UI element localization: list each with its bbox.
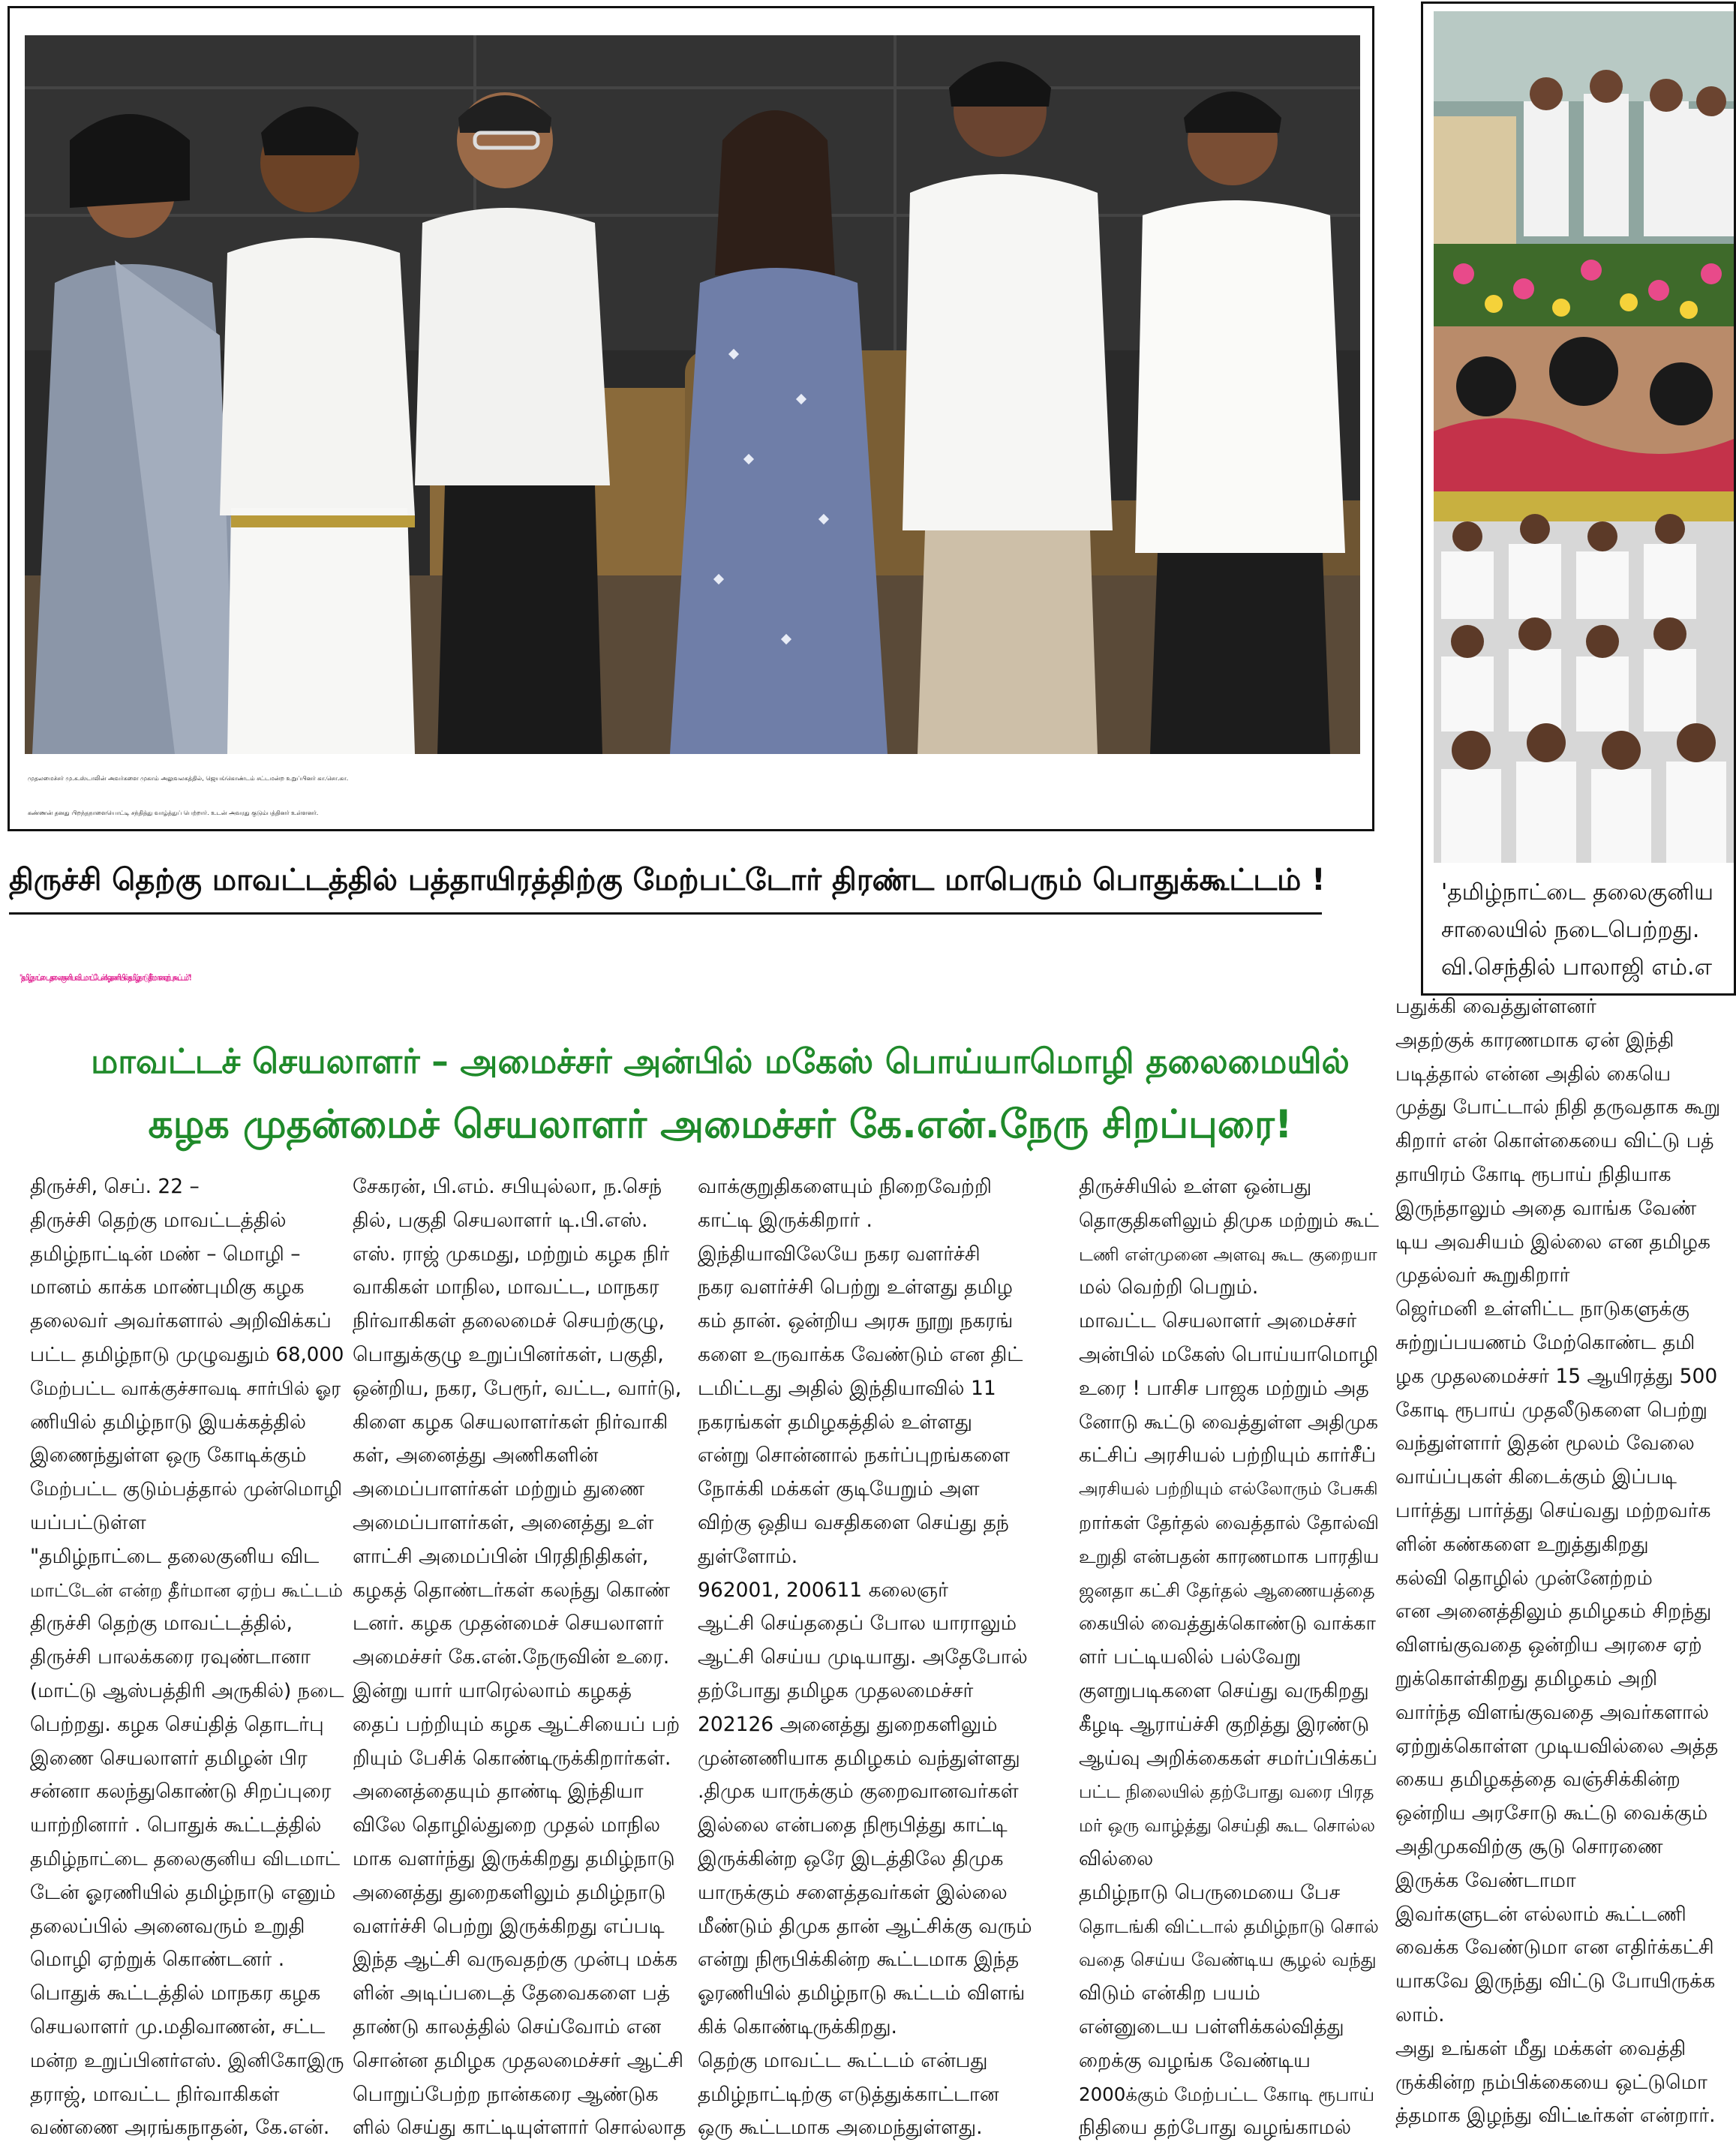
article-text-line: ஜனதா கட்சி தேர்தல் ஆணையத்தை — [1079, 1579, 1375, 1601]
article-text-line: றைக்கு வழங்க வேண்டிய — [1079, 2048, 1311, 2072]
article-text-line: ஓரணியில் தமிழ்நாடு கூட்டம் விளங் — [698, 1981, 1026, 2005]
article-text-line: லாம். — [1395, 2002, 1445, 2026]
article-text-line: வாய்ப்புகள் கிடைக்கும் இப்படி — [1395, 1465, 1677, 1489]
article-text-line: மாட்டேன் என்ற தீர்மான ஏற்ப கூட்டம் — [30, 1579, 343, 1601]
article-text-line: மேற்பட்ட வாக்குச்சாவடி சார்பில் ஓர — [30, 1377, 341, 1399]
photo-caption-line-2: கண்ணன் தனது பிறந்தநாளையொட்டி சந்தித்து வாழ்த்துப் பெற்றார். உடன் அவரது குடும்பத்தினர் உள்ளனர். — [28, 810, 319, 816]
article-text-line: தலைவர் அவர்களால் அறிவிக்கப் — [30, 1309, 332, 1333]
article-text-line: தாண்டு காலத்தில் செய்வோம் என — [353, 2014, 662, 2038]
article-text-line: திருச்சி தெற்கு மாவட்டத்தில் — [30, 1208, 287, 1232]
article-text-line: யாகவே இருந்து விட்டு போயிருக்க — [1395, 1969, 1716, 1993]
main-photo — [25, 35, 1360, 754]
article-text-line: அனைத்து துறைகளிலும் தமிழ்நாடு — [353, 1880, 666, 1904]
article-text-line: ஆய்வு அறிக்கைகள் சமர்ப்பிக்கப் — [1079, 1746, 1377, 1770]
article-text-line: அமைச்சர் கே.என்.நேருவின் உரை. — [353, 1645, 670, 1669]
kicker-underline — [9, 912, 1322, 915]
article-text-line: பொறுப்பேற்ற நான்கரை ஆண்டுக — [353, 2082, 659, 2106]
article-text-line: சொன்ன தமிழக முதலமைச்சர் ஆட்சி — [353, 2048, 684, 2072]
article-text-line: சுற்றுப்பயணம் மேற்கொண்ட தமி — [1395, 1330, 1695, 1354]
article-text-line: திருச்சி, செப். 22 – — [30, 1175, 200, 1198]
article-text-line: பொதுக்குழு உறுப்பினர்கள், பகுதி, — [353, 1342, 664, 1366]
side-photo — [1434, 11, 1734, 863]
article-text-line: கைய தமிழகத்தை வஞ்சிக்கின்ற — [1395, 1768, 1680, 1792]
article-text-line: னோடு கூட்டு வைத்துள்ள அதிமுக — [1079, 1410, 1378, 1434]
article-text-line: நிர்வாகிகள் தலைமைச் செயற்குழு, — [353, 1309, 665, 1333]
article-text-line: அமைப்பாளர்கள், அனைத்து உள் — [353, 1510, 654, 1534]
article-text-line: விற்கு ஒதிய வசதிகளை செய்து தந் — [698, 1510, 1009, 1534]
article-text-line: மீண்டும் திமுக தான் ஆட்சிக்கு வரும் — [698, 1914, 1032, 1938]
group-photo-illustration — [25, 35, 1360, 754]
main-photo-frame — [8, 6, 1374, 831]
article-text-line: மர் ஒரு வாழ்த்து செய்தி கூட சொல்ல — [1079, 1815, 1375, 1837]
article-text-line: ஏற்றுக்கொள்ள முடியவில்லை அத்த — [1395, 1734, 1719, 1758]
article-text-line: கிக் கொண்டிருக்கிறது. — [698, 2014, 897, 2038]
article-text-line: ளின் அடிப்படைத் தேவைகளை பத் — [353, 1981, 671, 2005]
article-text-line: அது உங்கள் மீது மக்கள் வைத்தி — [1395, 2036, 1686, 2060]
article-text-line: வைக்க வேண்டுமா என எதிர்க்கட்சி — [1395, 1936, 1714, 1960]
article-text-line: என அனைத்திலும் தமிழகம் சிறந்து — [1395, 1600, 1712, 1624]
article-text-line: விளங்குவதை ஒன்றிய அரசை ஏற் — [1395, 1633, 1702, 1657]
article-text-line: அனைத்தையும் தாண்டி இந்தியா — [353, 1780, 644, 1804]
article-text-line: வில்லை — [1079, 1846, 1154, 1870]
article-text-line: தொகுதிகளிலும் திமுக மற்றும் கூட் — [1079, 1209, 1379, 1232]
article-text-line: 202126 அனைத்து துறைகளிலும் — [698, 1712, 998, 1736]
article-text-line: வளர்ச்சி பெற்று இருக்கிறது எப்படி — [353, 1914, 665, 1938]
article-text-line: கல்வி தொழில் முன்னேற்றம் — [1395, 1566, 1653, 1590]
article-text-line: மொழி ஏற்றுக் கொண்டனர் . — [30, 1948, 285, 1972]
article-text-line: கிறார் என் கொள்கையை விட்டு பத் — [1395, 1129, 1714, 1153]
article-text-line: றியும் பேசிக் கொண்டிருக்கிறார்கள். — [353, 1746, 671, 1770]
article-text-line: "தமிழ்நாட்டை தலைகுனிய விட — [30, 1544, 320, 1568]
article-text-line: என்று சொன்னால் நகர்ப்புறங்களை — [698, 1444, 1011, 1468]
article-text-line: ளர் பட்டியலில் பல்வேறு — [1079, 1645, 1302, 1669]
article-text-line: வார்ந்த விளங்குவதை அவர்களால் — [1395, 1700, 1709, 1724]
article-text-line: கள், அனைத்து அணிகளின் — [353, 1444, 599, 1468]
article-text-line: இணைந்துள்ள ஒரு கோடிக்கும் — [30, 1444, 307, 1468]
article-text-line: விடும் என்கிற பயம் — [1079, 1981, 1260, 2005]
article-text-line: தமிழ்நாட்டை தலைகுனிய விடமாட் — [30, 1847, 341, 1870]
article-text-line: விலே தொழில்துறை முதல் மாநில — [353, 1813, 660, 1837]
article-subhead-1: மாவட்டச் செயலாளர் – அமைச்சர் அன்பில் மகேஸ் பொய்யாமொழி தலைமையில் — [91, 1041, 1350, 1081]
article-text-line: தெற்கு மாவட்ட கூட்டம் என்பது — [698, 2048, 988, 2072]
side-caption-line-3: வி.செந்தில் பாலாஜி எம்.எ — [1441, 954, 1712, 981]
article-text-line: தமிழ்நாட்டின் மண் – மொழி – — [30, 1242, 301, 1266]
article-text-line: துள்ளோம். — [698, 1544, 798, 1568]
article-text-line: நகரங்கள் தமிழகத்தில் உள்ளது — [698, 1410, 973, 1434]
article-text-line: ஆட்சி செய்ததைப் போல யாராலும் — [698, 1612, 1017, 1636]
article-text-line: ஒரு கூட்டமாக அமைந்துள்ளது. — [698, 2116, 983, 2140]
article-text-line: ஒன்றிய அரசோடு கூட்டு வைக்கும் — [1395, 1801, 1708, 1825]
article-text-line: பட்ட தமிழ்நாடு முழுவதும் 68,000 — [30, 1343, 344, 1366]
article-text-line: அதிமுகவிற்கு சூடு சொரணை — [1395, 1834, 1663, 1858]
article-text-line: பதுக்கி வைத்துள்ளனர் — [1395, 995, 1596, 1018]
article-text-line: த்தமாக இழந்து விட்டீர்கள் என்றார். — [1395, 2104, 1716, 2128]
article-kicker: திருச்சி தெற்கு மாவட்டத்தில் பத்தாயிரத்திற்கு மேற்பட்டோர் திரண்ட மாபெரும் பொதுக்கூட்டம் ! — [9, 863, 1326, 897]
article-text-line: முன்னணியாக தமிழகம் வந்துள்ளது — [698, 1746, 1020, 1770]
article-text-line: பெற்றது. கழக செய்தித் தொடர்பு — [30, 1712, 324, 1736]
article-text-line: இன்று யார் யாரெல்லாம் கழகத் — [353, 1678, 632, 1702]
article-column-5 — [1395, 990, 1725, 2133]
article-text-line: செயலாளர் மு.மதிவாணன், சட்ட — [30, 2014, 326, 2038]
article-text-line: தமிழ்நாடு பெருமையை பேச — [1079, 1880, 1341, 1904]
article-text-line: தைப் பற்றியும் கழக ஆட்சியைப் பற் — [353, 1712, 680, 1736]
article-text-line: எஸ். ராஜ் முகமது, மற்றும் கழக நிர் — [353, 1242, 670, 1266]
article-text-line: (மாட்டு ஆஸ்பத்திரி அருகில்) நடை — [30, 1679, 344, 1702]
article-text-line: இருக்க வேண்டாமா — [1395, 1868, 1576, 1892]
article-text-line: நகர வளர்ச்சி பெற்று உள்ளது தமிழ — [698, 1275, 1013, 1299]
article-text-line: வாக்குறுதிகளையும் நிறைவேற்றி — [698, 1175, 992, 1198]
article-text-line: யாற்றினார் . பொதுக் கூட்டத்தில் — [30, 1813, 322, 1837]
article-text-line: டணி எள்முனை அளவு கூட குறையா — [1079, 1243, 1377, 1265]
article-text-line: 962001, 200611 கலைஞர் — [698, 1578, 948, 1602]
article-text-line: இருக்கின்ற ஒரே இடத்திலே திமுக — [698, 1846, 1004, 1870]
article-text-line: முதல்வர் கூறுகிறார் — [1395, 1263, 1570, 1287]
article-text-line: ஆட்சி செய்ய முடியாது. அதேபோல் — [698, 1645, 1028, 1669]
article-column-2 — [353, 1170, 690, 2145]
article-text-line: டனர். கழக முதன்மைச் செயலாளர் — [353, 1612, 664, 1636]
article-text-line: கீழடி ஆராய்ச்சி குறித்து இரண்டு — [1079, 1712, 1370, 1736]
article-text-line: வதை செய்ய வேண்டிய சூழல் வந்து — [1079, 1949, 1377, 1971]
article-text-line: தமிழ்நாட்டிற்கு எடுத்துக்காட்டான — [698, 2082, 999, 2106]
article-text-line: ளின் கண்களை உறுத்துகிறது — [1395, 1532, 1649, 1556]
article-text-line: உறுதி என்பதன் காரணமாக பாரதிய — [1079, 1545, 1380, 1567]
article-text-line: ளில் செய்து காட்டியுள்ளார் சொல்லாத — [353, 2116, 686, 2140]
article-text-line: கையில் வைத்துக்கொண்டு வாக்கா — [1079, 1612, 1376, 1636]
article-text-line: ஜெர்மனி உள்ளிட்ட நாடுகளுக்கு — [1395, 1297, 1689, 1321]
article-text-line: ளாட்சி அமைப்பின் பிரதிநிதிகள், — [353, 1544, 649, 1568]
article-text-line: உரை ! பாசிச பாஜக மற்றும் அத — [1079, 1376, 1369, 1400]
article-text-line: ருக்கின்ற நம்பிக்கையை ஒட்டுமொ — [1395, 2070, 1707, 2094]
article-text-line: சேகரன், பி.எம். சபியுல்லா, ந.செந் — [353, 1175, 662, 1198]
article-text-line: மல் வெற்றி பெறும். — [1079, 1275, 1259, 1299]
side-photo-frame — [1421, 2, 1736, 996]
article-text-line: தராஜ், மாவட்ட நிர்வாகிகள் — [30, 2082, 280, 2106]
article-text-line: கட்சிப் அரசியல் பற்றியும் கார்சீப் — [1079, 1444, 1377, 1468]
article-text-line: டேன் ஓரணியில் தமிழ்நாடு எனும் — [30, 1880, 336, 1904]
article-text-line: அரசியல் பற்றியும் எல்லோரும் பேசுகி — [1079, 1480, 1378, 1500]
article-text-line: மேற்பட்ட குடும்பத்தால் முன்மொழி — [30, 1478, 343, 1501]
article-text-line: மாவட்ட செயலாளர் அமைச்சர் — [1079, 1309, 1357, 1333]
article-column-3 — [698, 1170, 1035, 2145]
article-text-line: அதற்குக் காரணமாக ஏன் இந்தி — [1395, 1028, 1674, 1052]
side-caption-line-1: 'தமிழ்நாட்டை தலைகுனிய — [1441, 879, 1713, 906]
article-text-line: காட்டி இருக்கிறார் . — [698, 1208, 873, 1232]
article-column-1 — [30, 1170, 345, 2145]
article-text-line: .திமுக யாருக்கும் குறைவானவர்கள் — [698, 1780, 1019, 1804]
article-text-line: வாகிகள் மாநில, மாவட்ட, மாநகர — [353, 1275, 659, 1299]
article-text-line: இந்தியாவிலேயே நகர வளர்ச்சி — [698, 1242, 981, 1266]
article-text-line: யாருக்கும் சளைத்தவர்கள் இல்லை — [698, 1880, 1008, 1904]
article-text-line: இணை செயலாளர் தமிழன் பிர — [30, 1746, 308, 1770]
article-text-line: ணியில் தமிழ்நாடு இயக்கத்தில் — [30, 1410, 306, 1434]
article-text-line: திருச்சி பாலக்கரை ரவுண்டானா — [30, 1645, 311, 1669]
article-text-line: 2000க்கும் மேற்பட்ட கோடி ரூபாய் — [1079, 2083, 1375, 2105]
article-text-line: கோடி ரூபாய் முதலீடுகளை பெற்று — [1395, 1398, 1707, 1422]
article-text-line: கம் தான். ஒன்றிய அரசு நூறு நகரங் — [698, 1309, 1014, 1333]
article-text-line: மன்ற உறுப்பினர்எஸ். இனிகோஇரு — [30, 2049, 344, 2072]
article-text-line: இவர்களுடன் எல்லாம் கூட்டணி — [1395, 1902, 1686, 1926]
article-text-line: களை உருவாக்க வேண்டும் என திட் — [698, 1342, 1023, 1366]
article-text-line: ஒன்றிய, நகர, பேரூர், வட்ட, வார்டு, — [353, 1376, 682, 1400]
article-text-line: யப்பட்டுள்ள — [30, 1510, 146, 1534]
article-text-line: றார்கள் தேர்தல் வைத்தால் தோல்வி — [1079, 1511, 1379, 1534]
article-text-line: பட்ட நிலையில் தற்போது வரை பிரத — [1079, 1781, 1374, 1803]
article-text-line: தற்போது தமிழக முதலமைச்சர் — [698, 1678, 974, 1702]
article-text-line: திருச்சியில் உள்ள ஒன்பது — [1079, 1175, 1312, 1198]
article-text-line: பொதுக் கூட்டத்தில் மாநகர கழக — [30, 1981, 321, 2005]
article-text-line: இருந்தாலும் அதை வாங்க வேண் — [1395, 1196, 1697, 1220]
article-text-line: டிய அவசியம் இல்லை என தமிழக — [1395, 1230, 1710, 1254]
article-text-line: வண்ணை அரங்கநாதன், கே.என். — [30, 2116, 330, 2140]
article-text-line: வந்துள்ளார் இதன் மூலம் வேலை — [1395, 1432, 1695, 1456]
article-text-line: மாக வளர்ந்து இருக்கிறது தமிழ்நாடு — [353, 1846, 675, 1870]
article-text-line: மானம் காக்க மாண்புமிகு கழக — [30, 1275, 305, 1299]
article-text-line: தலைப்பில் அனைவரும் உறுதி — [30, 1914, 305, 1938]
article-text-line: ழக முதலமைச்சர் 15 ஆயிரத்து 500 — [1395, 1364, 1718, 1388]
article-column-4 — [1079, 1170, 1379, 2145]
article-headline: "தமிழ்நாட்டை தலைகுனிய விடமாட்டேன்! ஓரணியில் தமிழ்நாடு தீர்மான ஏற்பு கூட்டம்"! — [20, 972, 191, 982]
rally-photo-illustration — [1434, 11, 1734, 863]
article-text-line: தொடங்கி விட்டால் தமிழ்நாடு சொல் — [1079, 1915, 1379, 1937]
side-caption-line-2: சாலையில் நடைபெற்றது. — [1441, 917, 1700, 943]
article-text-line: தாயிரம் கோடி ரூபாய் நிதியாக — [1395, 1162, 1671, 1186]
article-text-line: என்னுடைய பள்ளிக்கல்வித்து — [1079, 2014, 1344, 2038]
article-text-line: நோக்கி மக்கள் குடியேறும் அள — [698, 1477, 980, 1501]
article-text-line: சன்னா கலந்துகொண்டு சிறப்புரை — [30, 1780, 332, 1804]
article-text-line: அன்பில் மகேஸ் பொய்யாமொழி — [1079, 1342, 1379, 1366]
article-text-line: இந்த ஆட்சி வருவதற்கு முன்பு மக்க — [353, 1948, 678, 1972]
article-text-line: கழகத் தொண்டர்கள் கலந்து கொண் — [353, 1578, 671, 1602]
article-text-line: பார்த்து பார்த்து செய்வது மற்றவர்க — [1395, 1498, 1711, 1522]
article-text-line: நிதியை தற்போது வழங்காமல் — [1079, 2116, 1351, 2140]
article-text-line: றுக்கொள்கிறது தமிழகம் அறி — [1395, 1666, 1658, 1690]
article-text-line: படித்தால் என்ன அதில் கையெ — [1395, 1062, 1671, 1086]
article-text-line: அமைப்பாளர்கள் மற்றும் துணை — [353, 1477, 645, 1501]
article-text-line: தில், பகுதி செயலாளர் டி.பி.எஸ். — [353, 1208, 648, 1232]
article-text-line: இல்லை என்பதை நிரூபித்து காட்டி — [698, 1813, 1008, 1837]
article-text-line: குளறுபடிகளை செய்து வருகிறது — [1079, 1678, 1369, 1702]
article-subhead-2: கழக முதன்மைச் செயலாளர் அமைச்சர் கே.என்.நேரு சிறப்புரை! — [148, 1102, 1293, 1147]
article-text-line: கிளை கழக செயலாளர்கள் நிர்வாகி — [353, 1410, 668, 1434]
photo-caption-line-1: முதலமைச்சர் மு.க.ஸ்டாலின் அவர்களை முகாம் அலுவலகத்தில், ஜெயங்கொண்டம் சட்டமன்ற உறுப்பினர் கா.சொ.கா. — [28, 775, 349, 782]
article-text-line: முத்து போட்டால் நிதி தருவதாக கூறு — [1395, 1096, 1721, 1119]
article-text-line: என்று நிரூபிக்கின்ற கூட்டமாக இந்த — [698, 1948, 1020, 1972]
article-text-line: டமிட்டது அதில் இந்தியாவில் 11 — [698, 1376, 996, 1400]
article-text-line: திருச்சி தெற்கு மாவட்டத்தில், — [30, 1612, 293, 1636]
